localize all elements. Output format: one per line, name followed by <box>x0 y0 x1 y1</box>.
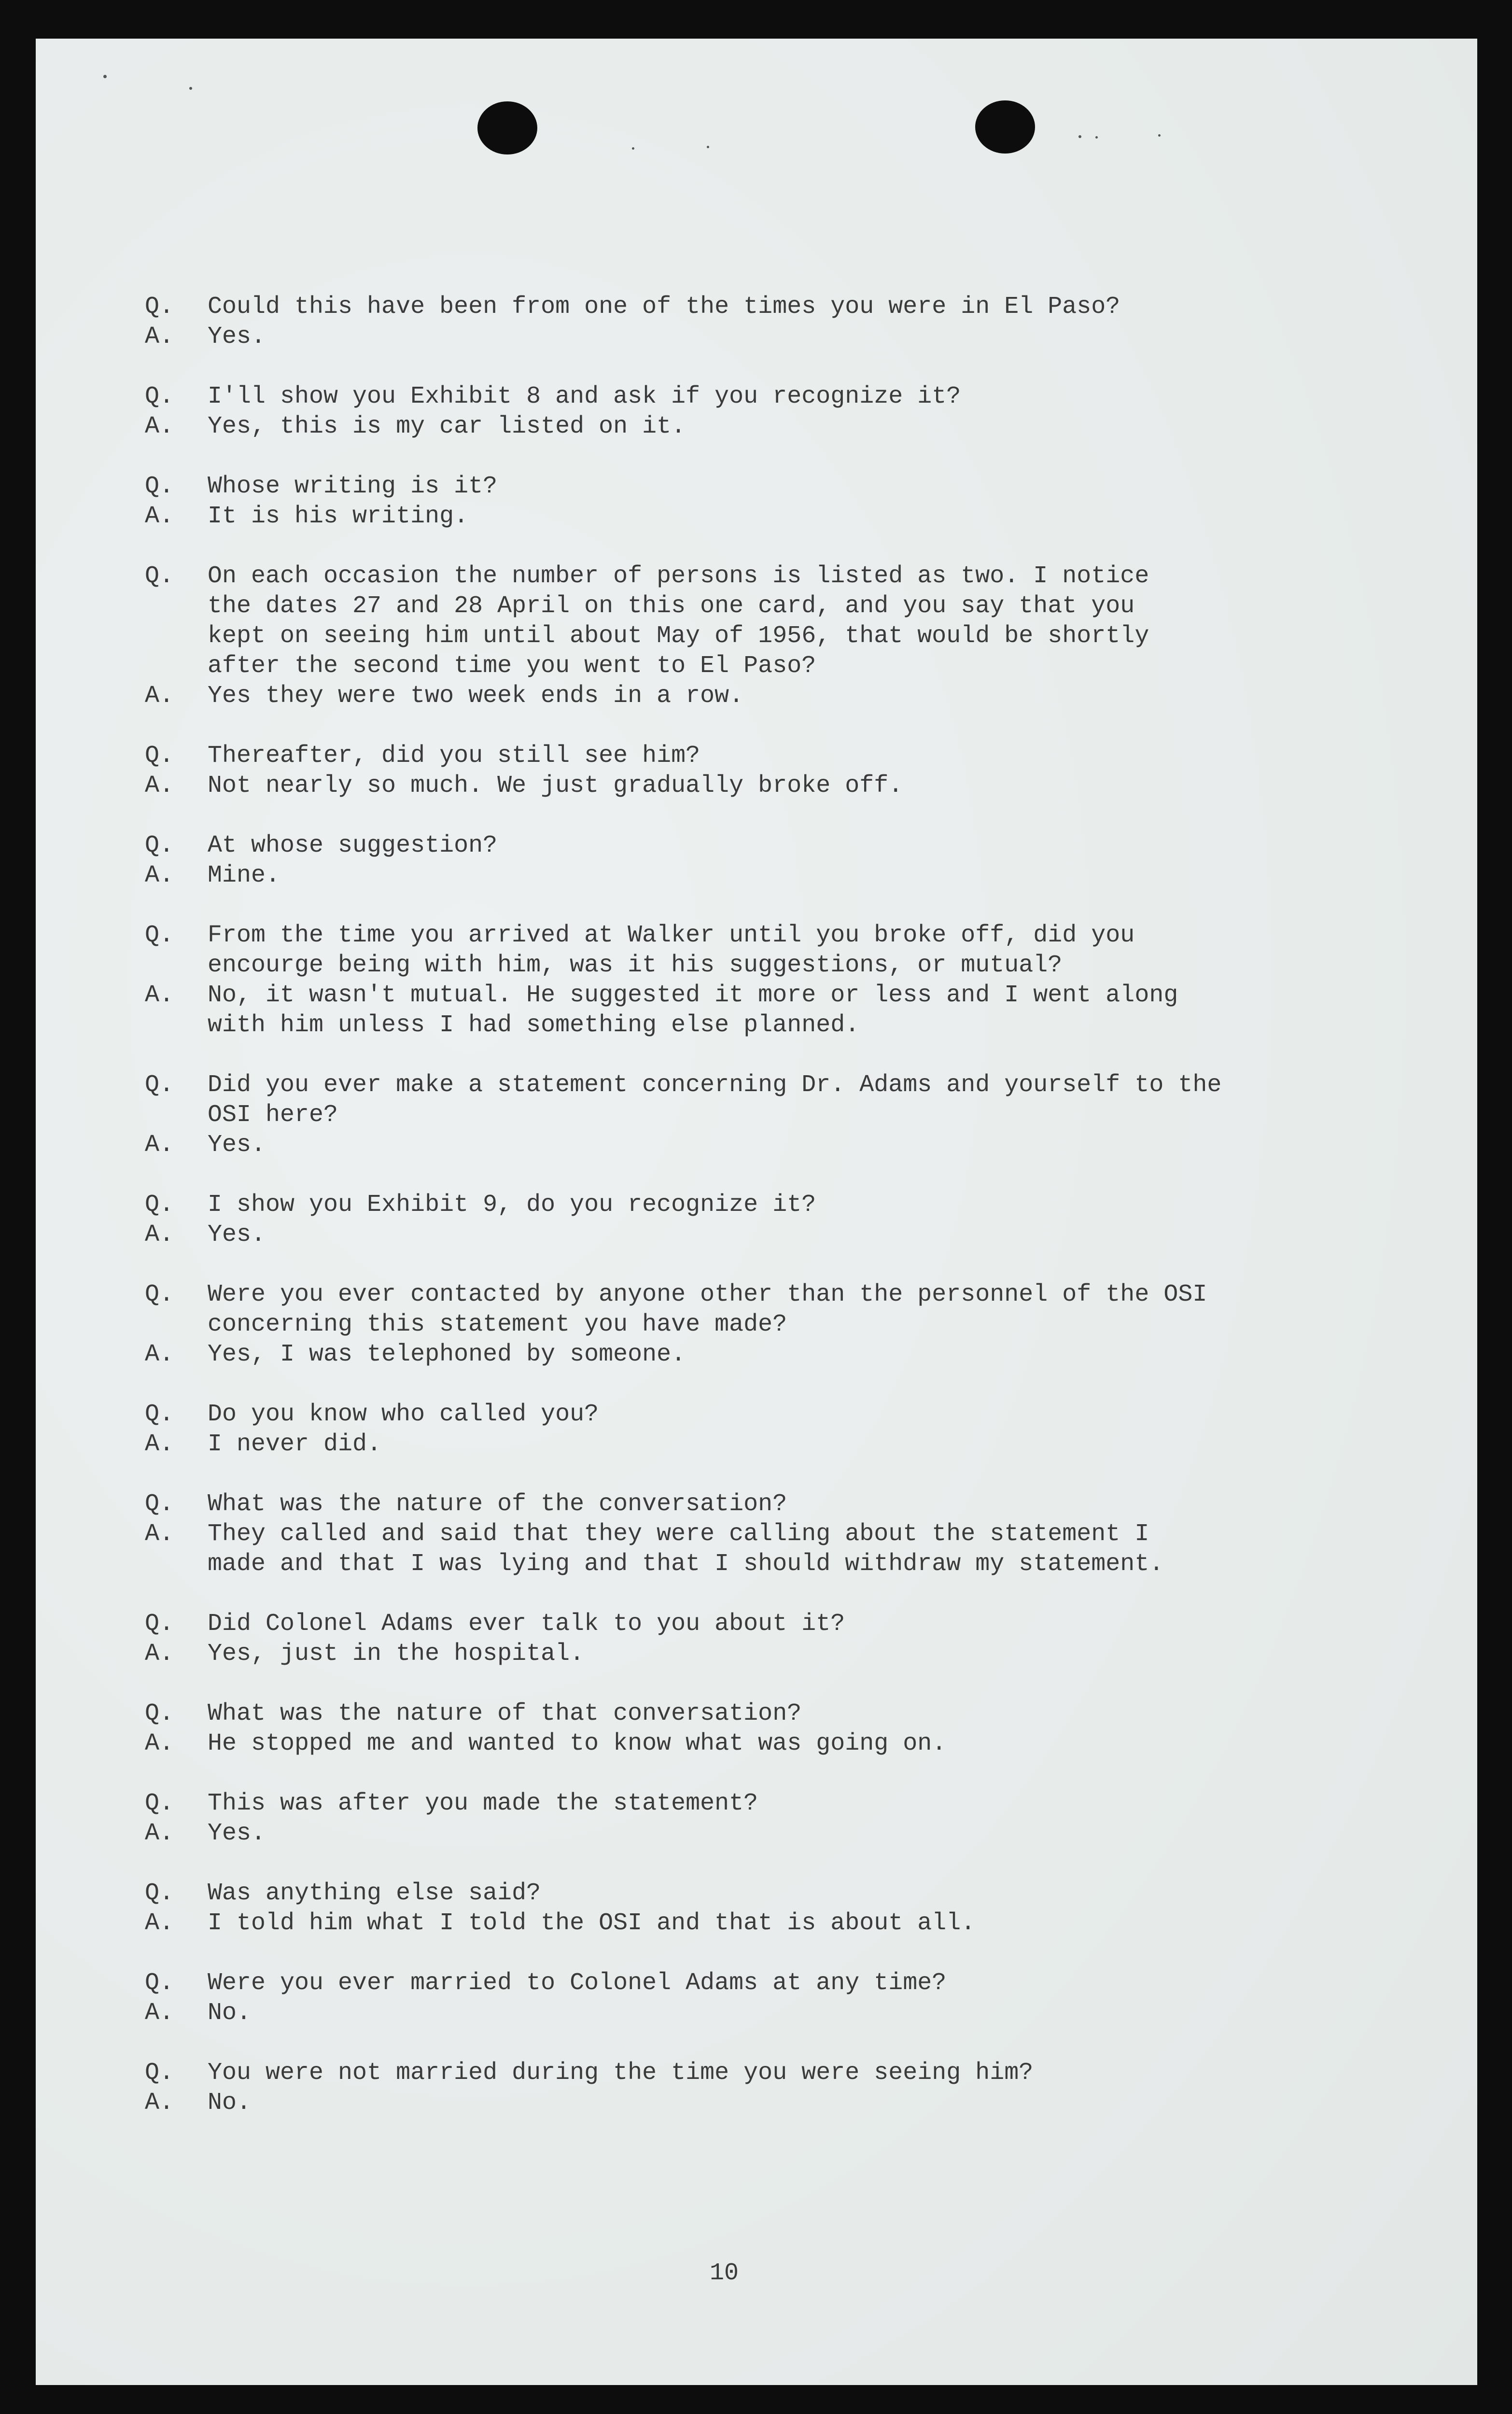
answer-line <box>145 1430 1328 1460</box>
question-marker: Q. <box>145 562 174 590</box>
question-line <box>145 921 1328 981</box>
paper-speck <box>1095 136 1098 139</box>
paper-speck <box>1078 135 1081 138</box>
question-text: At whose suggestion? <box>208 832 498 859</box>
question-text: On each occasion the number of persons is listed as two. I notice the dates 27 and 28 April on this one card, and you say that you kept on seeing him until about May of 1956, that would be shortly after the second time you went to El Paso? <box>208 562 1149 680</box>
answer-marker: A. <box>145 982 174 1009</box>
answer-marker: A. <box>145 503 174 530</box>
answer-line <box>145 502 1328 532</box>
qa-transcript <box>145 292 1328 2148</box>
question-marker: Q. <box>145 742 174 770</box>
qa-exchange <box>145 561 1328 711</box>
question-text: What was the nature of the conversation? <box>208 1490 787 1518</box>
question-line <box>145 382 1328 412</box>
answer-marker: A. <box>145 772 174 800</box>
qa-exchange <box>145 2058 1328 2118</box>
answer-line <box>145 1340 1328 1370</box>
question-line <box>145 1070 1328 1130</box>
answer-text: Yes. <box>208 323 266 351</box>
answer-line <box>145 681 1328 711</box>
question-text: You were not married during the time you were seeing him? <box>208 2059 1034 2087</box>
answer-line <box>145 2088 1328 2118</box>
question-marker: Q. <box>145 1969 174 1997</box>
answer-line <box>145 1130 1328 1160</box>
qa-exchange <box>145 472 1328 532</box>
question-line <box>145 1400 1328 1430</box>
question-text: Were you ever contacted by anyone other than the personnel of the OSI concerning this statement you have made? <box>208 1281 1207 1338</box>
question-marker: Q. <box>145 383 174 410</box>
question-text: Was anything else said? <box>208 1880 541 1907</box>
question-text: Could this have been from one of the times you were in El Paso? <box>208 293 1120 321</box>
qa-exchange <box>145 1609 1328 1669</box>
question-line <box>145 2058 1328 2088</box>
answer-text: Yes, this is my car listed on it. <box>208 413 686 440</box>
qa-exchange <box>145 292 1328 352</box>
answer-line <box>145 1729 1328 1759</box>
answer-text: I told him what I told the OSI and that is about all. <box>208 1909 976 1937</box>
qa-exchange <box>145 1400 1328 1460</box>
answer-text: Yes. <box>208 1221 266 1249</box>
answer-line <box>145 981 1328 1040</box>
question-marker: Q. <box>145 1401 174 1428</box>
qa-exchange <box>145 831 1328 891</box>
answer-marker: A. <box>145 1640 174 1668</box>
question-marker: Q. <box>145 1490 174 1518</box>
answer-line <box>145 771 1328 801</box>
qa-exchange <box>145 1489 1328 1579</box>
question-line <box>145 831 1328 861</box>
question-marker: Q. <box>145 1790 174 1817</box>
qa-exchange <box>145 1190 1328 1250</box>
answer-line <box>145 861 1328 891</box>
answer-line <box>145 1519 1328 1579</box>
question-line <box>145 1968 1328 1998</box>
qa-exchange <box>145 1789 1328 1849</box>
question-line <box>145 561 1328 681</box>
answer-text: No. <box>208 1999 252 2027</box>
answer-text: He stopped me and wanted to know what was going on. <box>208 1730 947 1757</box>
qa-exchange <box>145 741 1328 801</box>
question-text: Did Colonel Adams ever talk to you about it? <box>208 1610 845 1638</box>
question-marker: Q. <box>145 1610 174 1638</box>
answer-marker: A. <box>145 1131 174 1159</box>
question-marker: Q. <box>145 1880 174 1907</box>
question-marker: Q. <box>145 922 174 949</box>
answer-line <box>145 1220 1328 1250</box>
answer-text: Yes. <box>208 1131 266 1159</box>
answer-marker: A. <box>145 1909 174 1937</box>
question-marker: Q. <box>145 293 174 321</box>
answer-text: No, it wasn't mutual. He suggested it more or less and I went along with him unless I had something else planned. <box>208 982 1178 1039</box>
qa-exchange <box>145 1070 1328 1160</box>
question-line <box>145 741 1328 771</box>
question-marker: Q. <box>145 1700 174 1727</box>
punch-hole-right <box>975 100 1035 154</box>
answer-line <box>145 1998 1328 2028</box>
question-line <box>145 472 1328 502</box>
answer-marker: A. <box>145 1730 174 1757</box>
paper-speck <box>632 147 634 150</box>
question-marker: Q. <box>145 832 174 859</box>
question-line <box>145 1789 1328 1819</box>
question-text: Whose writing is it? <box>208 473 498 500</box>
answer-marker: A. <box>145 1520 174 1548</box>
question-text: This was after you made the statement? <box>208 1790 758 1817</box>
answer-marker: A. <box>145 1431 174 1458</box>
question-text: From the time you arrived at Walker until you broke off, did you encourge being with him, was it his suggestions, or mutual? <box>208 922 1135 979</box>
answer-marker: A. <box>145 1820 174 1847</box>
qa-exchange <box>145 1879 1328 1938</box>
answer-marker: A. <box>145 1341 174 1368</box>
answer-text: I never did. <box>208 1431 382 1458</box>
paper-speck <box>189 87 192 90</box>
answer-text: Not nearly so much. We just gradually broke off. <box>208 772 903 800</box>
answer-text: No. <box>208 2089 252 2117</box>
answer-marker: A. <box>145 323 174 351</box>
paper-speck <box>707 146 709 148</box>
answer-text: Yes, just in the hospital. <box>208 1640 585 1668</box>
answer-marker: A. <box>145 1221 174 1249</box>
paper-speck <box>103 75 107 78</box>
answer-marker: A. <box>145 682 174 710</box>
question-line <box>145 1609 1328 1639</box>
answer-line <box>145 1639 1328 1669</box>
answer-text: They called and said that they were calling about the statement I made and that I was lying and that I should withdraw my statement. <box>208 1520 1164 1578</box>
question-line <box>145 1489 1328 1519</box>
qa-exchange <box>145 1968 1328 2028</box>
punch-hole-left <box>477 101 537 154</box>
answer-marker: A. <box>145 862 174 889</box>
question-text: I'll show you Exhibit 8 and ask if you recognize it? <box>208 383 961 410</box>
qa-exchange <box>145 382 1328 442</box>
question-line <box>145 1879 1328 1909</box>
qa-exchange <box>145 921 1328 1040</box>
answer-text: Yes. <box>208 1820 266 1847</box>
question-line <box>145 1699 1328 1729</box>
question-marker: Q. <box>145 473 174 500</box>
question-marker: Q. <box>145 1281 174 1308</box>
answer-text: Mine. <box>208 862 280 889</box>
answer-text: It is his writing. <box>208 503 469 530</box>
question-marker: Q. <box>145 1071 174 1099</box>
answer-marker: A. <box>145 413 174 440</box>
answer-text: Yes, I was telephoned by someone. <box>208 1341 686 1368</box>
answer-marker: A. <box>145 1999 174 2027</box>
question-text: Were you ever married to Colonel Adams at any time? <box>208 1969 947 1997</box>
question-line <box>145 1190 1328 1220</box>
question-marker: Q. <box>145 2059 174 2087</box>
question-marker: Q. <box>145 1191 174 1219</box>
paper-speck <box>1158 134 1161 137</box>
page-number: 10 <box>709 2260 739 2287</box>
answer-line <box>145 322 1328 352</box>
question-text: Did you ever make a statement concerning Dr. Adams and yourself to the OSI here? <box>208 1071 1222 1129</box>
question-line <box>145 1280 1328 1340</box>
answer-line <box>145 1819 1328 1849</box>
answer-marker: A. <box>145 2089 174 2117</box>
answer-text: Yes they were two week ends in a row. <box>208 682 744 710</box>
answer-line <box>145 1909 1328 1938</box>
question-text: Thereafter, did you still see him? <box>208 742 700 770</box>
question-line <box>145 292 1328 322</box>
question-text: Do you know who called you? <box>208 1401 599 1428</box>
question-text: What was the nature of that conversation? <box>208 1700 802 1727</box>
qa-exchange <box>145 1699 1328 1759</box>
question-text: I show you Exhibit 9, do you recognize it? <box>208 1191 816 1219</box>
qa-exchange <box>145 1280 1328 1370</box>
answer-line <box>145 412 1328 442</box>
